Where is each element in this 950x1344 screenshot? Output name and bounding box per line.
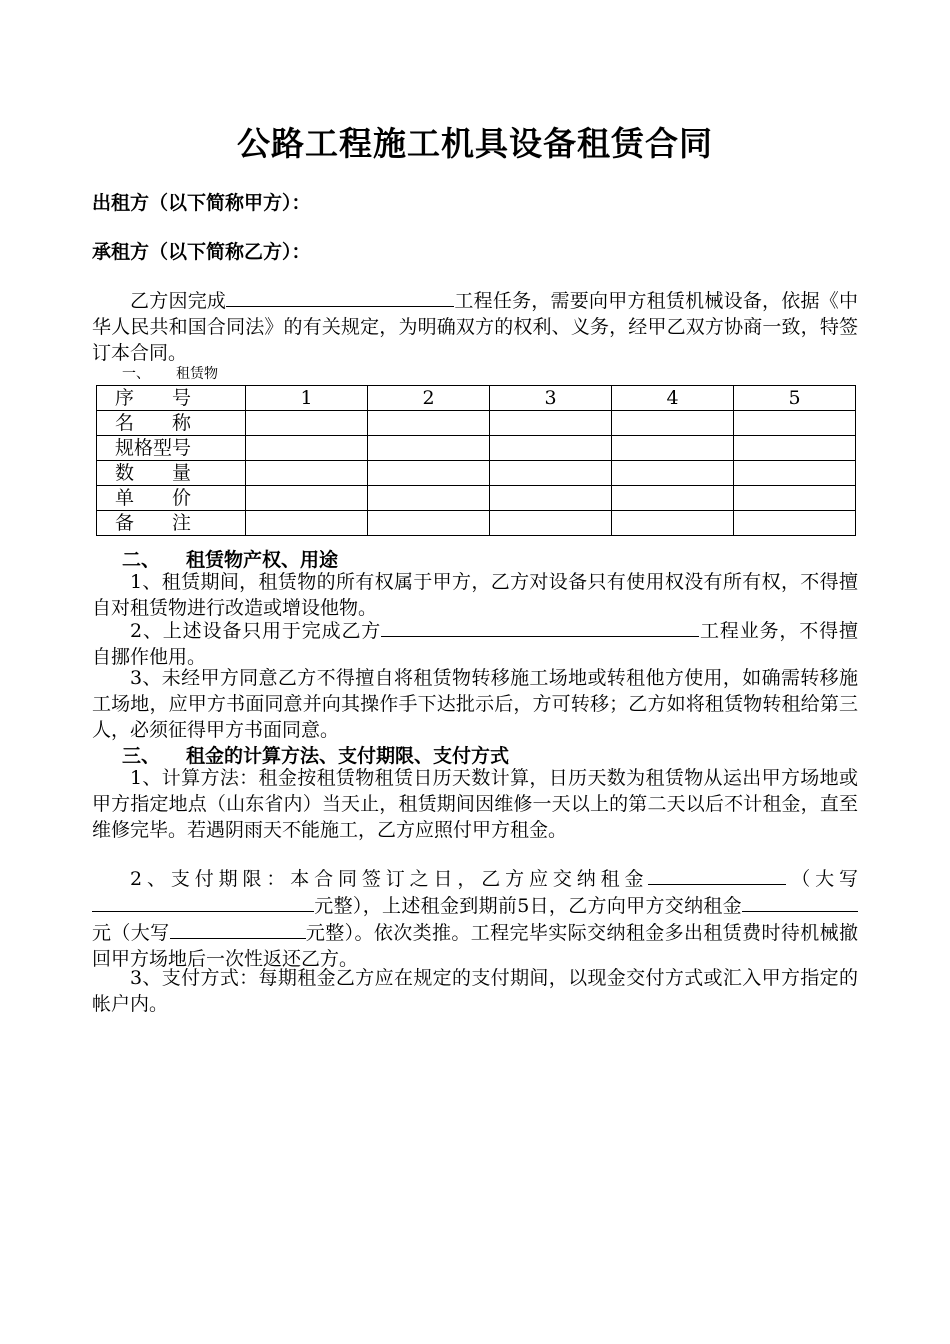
- table-cell[interactable]: [490, 461, 612, 486]
- row-header: 序 号: [97, 386, 246, 411]
- row-header: 数 量: [97, 461, 246, 486]
- column-header: 3: [490, 386, 612, 411]
- table-cell[interactable]: [246, 486, 368, 511]
- section1-heading: [122, 363, 218, 383]
- section3-clause3: 3、支付方式：每期租金乙方应在规定的支付期间，以现金交付方式或汇入甲方指定的帐户内。: [92, 967, 858, 1015]
- table-row: [97, 411, 856, 436]
- table-cell[interactable]: [490, 511, 612, 536]
- intro-text-rest: 工程任务，需要向甲方租赁机械设备，依据《中华人民共和国合同法》的有关规定，为明确双方的权利、义务，经甲乙双方协商一致，特签订本合同。: [92, 290, 858, 364]
- table-cell[interactable]: [612, 486, 734, 511]
- table-cell[interactable]: [612, 411, 734, 436]
- table-row: [97, 436, 856, 461]
- table-cell[interactable]: [246, 511, 368, 536]
- table-cell[interactable]: [246, 461, 368, 486]
- lessee-label: 承租方（以下简称乙方）：: [92, 241, 311, 263]
- section2-clause3: 3、未经甲方同意乙方不得擅自将租赁物转移施工场地或转租他方使用，如确需转移施工场地，应甲方书面同意并向其操作手下达批示后，方可转移；乙方如将租赁物转租给第三人，必须征得甲方书面同意。: [92, 667, 858, 741]
- clause2-text-d: 元（大写: [92, 922, 170, 944]
- table-cell[interactable]: [490, 436, 612, 461]
- table-cell[interactable]: [734, 461, 856, 486]
- rent-amount-capital-blank[interactable]: [92, 892, 314, 912]
- clause2-text-a: 2、支付期限：本合同签订之日，乙方应交纳租金: [130, 868, 649, 890]
- table-cell[interactable]: [490, 411, 612, 436]
- section2-heading: [122, 545, 338, 572]
- column-header: 2: [368, 386, 490, 411]
- row-header: 名 称: [97, 411, 246, 436]
- section3-number: 三、: [122, 745, 161, 767]
- table-row: [97, 461, 856, 486]
- clause2-text-e: 元整）。依次类推。工程完毕实际交纳租金多出租赁费时待机械撤回甲方场地后一次性返还乙方。: [92, 922, 858, 970]
- column-header: 5: [734, 386, 856, 411]
- lessor-label: 出租方（以下简称甲方）：: [92, 192, 311, 214]
- table-cell[interactable]: [734, 486, 856, 511]
- periodic-rent-blank[interactable]: [742, 892, 858, 912]
- periodic-rent-capital-blank[interactable]: [170, 919, 306, 939]
- table-cell[interactable]: [734, 436, 856, 461]
- table-row: [97, 511, 856, 536]
- project-name-blank[interactable]: [226, 287, 454, 307]
- table-cell[interactable]: [368, 511, 490, 536]
- section3-title: 租金的计算方法、支付期限、支付方式: [186, 745, 510, 767]
- table-cell[interactable]: [368, 411, 490, 436]
- intro-text-start: 乙方因完成: [130, 290, 227, 312]
- table-cell[interactable]: [368, 436, 490, 461]
- table-cell[interactable]: [368, 486, 490, 511]
- clause2-text-b: （大写: [786, 868, 858, 890]
- table-cell[interactable]: [612, 511, 734, 536]
- clause2-text-c: 元整），上述租金到期前5日，乙方向甲方交纳租金: [314, 895, 742, 917]
- rent-amount-blank[interactable]: [648, 865, 786, 885]
- table-row: [97, 386, 856, 411]
- row-header: 规格型号: [97, 436, 246, 461]
- rental-items-table: [96, 385, 856, 536]
- clause2-text-rest: 工程业务，不得擅自挪作他用。: [92, 620, 858, 668]
- table-cell[interactable]: [246, 436, 368, 461]
- table-row: [97, 486, 856, 511]
- section1-number: 一、: [122, 366, 150, 382]
- table-cell[interactable]: [612, 461, 734, 486]
- row-header: 备 注: [97, 511, 246, 536]
- table-cell[interactable]: [612, 436, 734, 461]
- section3-clause2: [92, 865, 858, 972]
- section2-clause1: 1、租赁期间，租赁物的所有权属于甲方，乙方对设备只有使用权没有所有权，不得擅自对租赁物进行改造或增设他物。: [92, 571, 858, 619]
- column-header: 4: [612, 386, 734, 411]
- section3-heading: [122, 741, 509, 768]
- contract-title: 公路工程施工机具设备租赁合同: [237, 124, 713, 163]
- row-header: 单 价: [97, 486, 246, 511]
- table-cell[interactable]: [368, 461, 490, 486]
- table-cell[interactable]: [490, 486, 612, 511]
- section1-title: 租赁物: [176, 366, 218, 382]
- clause2-text-start: 2、上述设备只用于完成乙方: [130, 620, 382, 642]
- section2-number: 二、: [122, 549, 161, 571]
- table-cell[interactable]: [246, 411, 368, 436]
- table-cell[interactable]: [734, 511, 856, 536]
- section3-clause1: 1、计算方法：租金按租赁物租赁日历天数计算，日历天数为租赁物从运出甲方场地或甲方指定地点（山东省内）当天止，租赁期间因维修一天以上的第二天以后不计租金，直至维修完毕。若遇阴雨天不能施工，乙方应照付甲方租金。: [92, 767, 858, 841]
- section2-title: 租赁物产权、用途: [186, 549, 339, 571]
- table-cell[interactable]: [734, 411, 856, 436]
- column-header: 1: [246, 386, 368, 411]
- intro-paragraph: [92, 287, 858, 366]
- section2-clause2: [92, 617, 858, 670]
- project-business-blank[interactable]: [381, 617, 699, 637]
